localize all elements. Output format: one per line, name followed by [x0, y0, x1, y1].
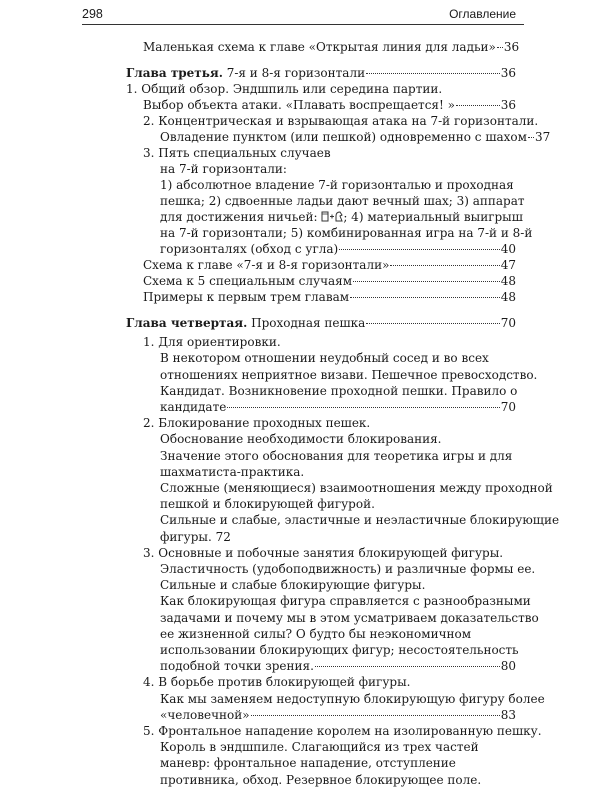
section-text: Сложные (меняющиеся) взаимоотношения между проходной — [160, 481, 553, 495]
chapter-heading: Глава третья. 7-я и 8-я горизонтали 36 — [126, 66, 516, 80]
section-text: фигуры. 72 — [160, 529, 231, 544]
section-title: 3. Пять специальных случаев — [143, 146, 331, 160]
toc-entry: подобной точки зрения. 80 — [160, 659, 516, 674]
section-text: для достижения ничьей: ; 4) материальный выигрыш — [160, 210, 523, 224]
chapter-heading: Глава четвертая. Проходная пешка 70 — [126, 316, 516, 330]
section-text: Как блокирующая фигура справляется с разнообразными — [160, 594, 531, 609]
section-text: Обоснование необходимости блокирования. — [160, 432, 442, 447]
section-text: пешкой и блокирующей фигурой. — [160, 497, 375, 512]
toc-entry: Маленькая схема к главе «Открытая линия для ладьи» 36 — [143, 40, 520, 54]
toc-entry: Примеры к первым трем главам 48 — [143, 290, 516, 304]
section-text: ее жизненной силы? О будто бы неэкономичном — [160, 626, 472, 641]
section-text: Король в эндшпиле. Слагающийся из трех частей — [160, 740, 479, 755]
page-number: 298 — [82, 7, 103, 21]
section-title: 5. Фронтальное нападение королем на изолированную пешку. — [143, 724, 542, 738]
toc-entry: кандидате 70 — [160, 400, 516, 414]
toc-entry: Схема к 5 специальным случаям 48 — [143, 274, 516, 288]
running-title: Оглавление — [449, 7, 516, 21]
section-text: Как мы заменяем недоступную блокирующую фигуру более — [160, 691, 545, 706]
section-title: 4. В борьбе против блокирующей фигуры. — [143, 675, 411, 690]
section-text: В некотором отношении неудобный сосед и во всех — [160, 351, 489, 366]
section-title: 1. Для ориентировки. — [143, 335, 281, 350]
section-title: 2. Концентрическая и взрывающая атака на 7-й горизонтали. — [143, 114, 539, 128]
section-text: на 7-й горизонтали; 5) комбинированная игра на 7-й и 8-й — [160, 226, 533, 240]
section-title: 1. Общий обзор. Эндшпиль или середина партии. — [126, 82, 443, 96]
section-text: Эластичность (удобоподвижность) и различные формы ее. — [160, 562, 536, 576]
section-text: 1) абсолютное владение 7-й горизонталью и проходная — [160, 178, 514, 192]
section-title: 2. Блокирование проходных пешек. — [143, 416, 371, 431]
section-text: пешка; 2) сдвоенные ладьи дают вечный шах; 3) аппарат — [160, 194, 525, 208]
section-text: маневр: фронтальное нападение, отступление — [160, 756, 456, 771]
section-text: Сильные и слабые, эластичные и неэластичные блокирующие — [160, 513, 560, 528]
section-text: шахматиста-практика. — [160, 464, 305, 479]
section-text: задачами и почему мы в этом усматриваем доказательство — [160, 610, 539, 625]
toc-entry: Выбор объекта атаки. «Плавать воспрещается! » 36 — [143, 98, 516, 112]
section-title: 3. Основные и побочные занятия блокирующей фигуры. — [143, 545, 504, 560]
header-rule — [82, 24, 524, 25]
section-text: Значение этого обоснования для теоретика игры и для — [160, 448, 513, 463]
toc-entry: горизонталях (обход с угла) 40 — [160, 242, 516, 256]
toc-entry: Овладение пунктом (или пешкой) одновременно с шахом 37 — [160, 130, 551, 144]
section-text: отношениях неприятное визави. Пешечное превосходство. — [160, 367, 538, 382]
toc-entry: Схема к главе «7-я и 8-я горизонтали» 47 — [143, 258, 516, 272]
section-text: противника, обход. Резервное блокирующее поле. — [160, 772, 482, 787]
section-text: Кандидат. Возникновение проходной пешки. Правило о — [160, 383, 518, 398]
section-text: Сильные и слабые блокирующие фигуры. — [160, 578, 426, 593]
toc-entry: «человечной» 83 — [160, 707, 516, 722]
section-text: на 7-й горизонтали: — [160, 162, 287, 176]
section-text: использовании блокирующих фигур; несостоятельность — [160, 643, 519, 657]
rook-knight-diagram-icon — [321, 210, 343, 222]
